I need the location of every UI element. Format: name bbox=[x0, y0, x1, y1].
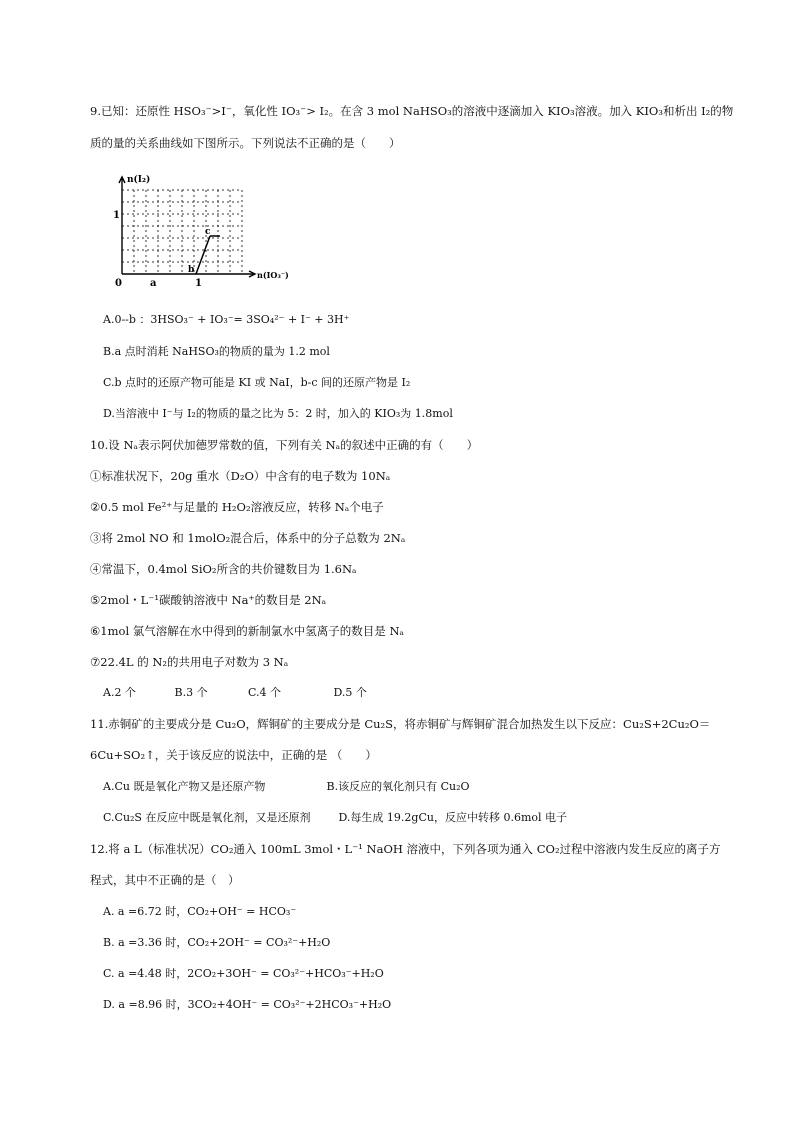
tick-1-x-label: 1 bbox=[195, 278, 202, 289]
q10-option-a: A.2 个 bbox=[103, 686, 136, 699]
q12-option-d: D. a =8.96 时，3CO₂+4OH⁻ = CO₃²⁻+2HCO₃⁻+H₂O bbox=[103, 998, 392, 1011]
q12-option-b: B. a =3.36 时，CO₂+2OH⁻ = CO₃²⁻+H₂O bbox=[103, 936, 331, 949]
q11-stem-line2: 6Cu+SO₂↑，关于该反应的说法中，正确的是 （ ） bbox=[90, 748, 377, 762]
q10-options bbox=[103, 686, 367, 700]
q12-option-a: A. a =6.72 时，CO₂+OH⁻ = HCO₃⁻ bbox=[103, 905, 297, 918]
x-axis-label: n(IO₃⁻) bbox=[257, 270, 289, 280]
q12-option-c: C. a =4.48 时，2CO₂+3OH⁻ = CO₃²⁻+HCO₃⁻+H₂O bbox=[103, 967, 384, 980]
graph-curve bbox=[196, 236, 220, 274]
q10-item-3: ③将 2mol NO 和 1molO₂混合后，体系中的分子总数为 2Nₐ bbox=[90, 531, 406, 545]
q11-option-c: C.Cu₂S 在反应中既是氧化剂，又是还原剂 bbox=[103, 811, 311, 824]
q10-item-4: ④常温下，0.4mol SiO₂所含的共价键数目为 1.6Nₐ bbox=[90, 562, 357, 576]
q11-option-a: A.Cu 既是氧化产物又是还原产物 bbox=[103, 780, 266, 793]
q9-graph bbox=[108, 172, 298, 290]
q11-options-row2 bbox=[103, 811, 567, 825]
q10-option-d: D.5 个 bbox=[333, 686, 367, 699]
point-b-label: b bbox=[188, 265, 195, 275]
q11-stem-line1: 11.赤铜矿的主要成分是 Cu₂O，辉铜矿的主要成分是 Cu₂S，将赤铜矿与辉铜矿混合加热发生以下反应：Cu₂S+2Cu₂O＝ bbox=[90, 717, 711, 731]
q9-option-d: D.当溶液中 I⁻与 I₂的物质的量之比为 5：2 时，加入的 KIO₃为 1.8mol bbox=[103, 407, 453, 420]
q11-option-d: D.每生成 19.2gCu，反应中转移 0.6mol 电子 bbox=[338, 811, 568, 824]
q10-item-7: ⑦22.4L 的 N₂的共用电子对数为 3 Nₐ bbox=[90, 655, 289, 669]
q10-item-1: ①标准状况下，20g 重水（D₂O）中含有的电子数为 10Nₐ bbox=[90, 469, 391, 483]
q9-stem-line1: 9.已知：还原性 HSO₃⁻>I⁻，氧化性 IO₃⁻> I₂。在含 3 mol NaHSO₃的溶液中逐滴加入 KIO₃溶液。加入 KIO₃和析出 I₂的物 bbox=[90, 104, 734, 118]
q10-item-6: ⑥1mol 氯气溶解在水中得到的新制氯水中氢离子的数目是 Nₐ bbox=[90, 624, 404, 638]
q9-option-c: C.b 点时的还原产物可能是 KI 或 NaI，b-c 间的还原产物是 I₂ bbox=[103, 376, 411, 389]
q9-option-a: A.0--b ：3HSO₃⁻ + IO₃⁻= 3SO₄²⁻ + I⁻ + 3H⁺ bbox=[103, 313, 350, 326]
origin-label: 0 bbox=[115, 278, 122, 289]
q11-option-b: B.该反应的氧化剂只有 Cu₂O bbox=[326, 780, 470, 793]
y-axis-label: n(I₂) bbox=[127, 175, 151, 185]
graph-grid bbox=[122, 190, 242, 274]
q10-item-5: ⑤2mol・L⁻¹碳酸钠溶液中 Na⁺的数目是 2Nₐ bbox=[90, 593, 327, 607]
point-c-label: c bbox=[205, 227, 211, 237]
q11-options-row1 bbox=[103, 780, 470, 794]
q10-stem: 10.设 Nₐ表示阿伏加德罗常数的值，下列有关 Nₐ的叙述中正确的有（ ） bbox=[90, 438, 479, 452]
q12-stem-line2: 程式，其中不正确的是（ ） bbox=[90, 873, 240, 887]
tick-a-label: a bbox=[150, 278, 157, 289]
q9-stem-line2: 质的量的关系曲线如下图所示。下列说法不正确的是（ ） bbox=[90, 136, 401, 150]
tick-1-y-label: 1 bbox=[113, 210, 120, 221]
q10-option-b: B.3 个 bbox=[174, 686, 208, 699]
q9-option-b: B.a 点时消耗 NaHSO₃的物质的量为 1.2 mol bbox=[103, 345, 330, 358]
q12-stem-line1: 12.将 a L（标准状况）CO₂通入 100mL 3mol・L⁻¹ NaOH 溶液中，下列各项为通入 CO₂过程中溶液内发生反应的离子方 bbox=[90, 842, 721, 856]
q10-option-c: C.4 个 bbox=[248, 686, 282, 699]
q10-item-2: ②0.5 mol Fe²⁺与足量的 H₂O₂溶液反应，转移 Nₐ个电子 bbox=[90, 500, 384, 514]
